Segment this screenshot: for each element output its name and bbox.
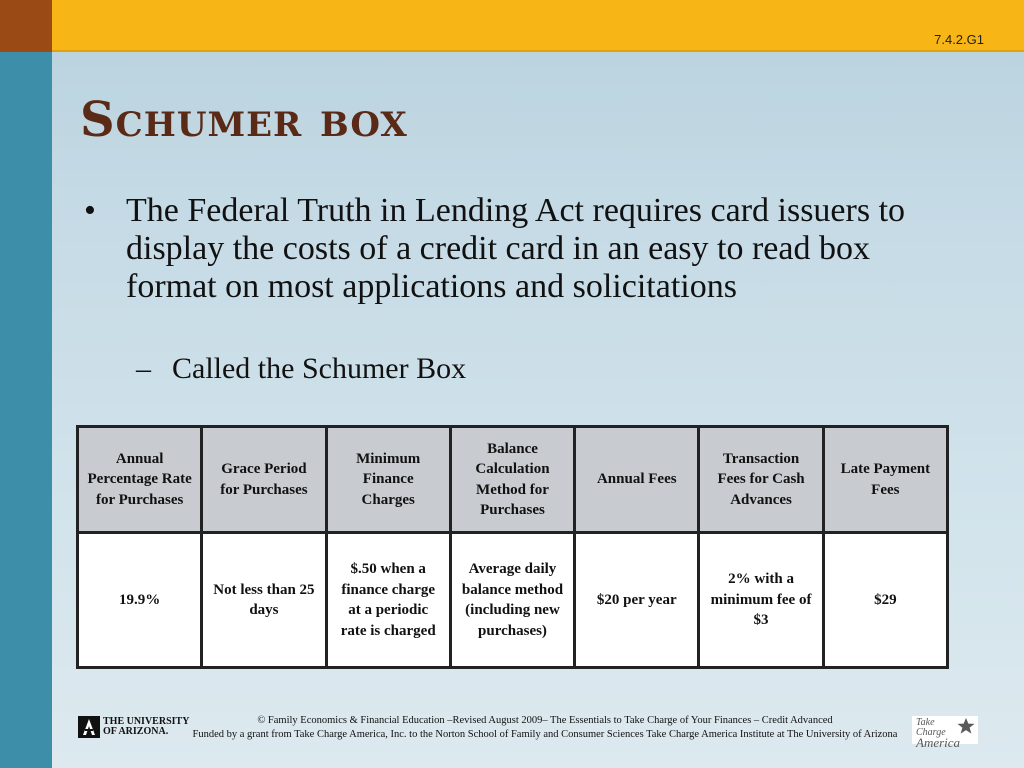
- take-charge-america-logo: [912, 716, 978, 750]
- table-row: [78, 533, 948, 668]
- slide-title: Schumer box: [80, 92, 408, 148]
- header-balance-calculation: Balance Calculation Method for Purchases: [450, 427, 574, 533]
- header-apr: Annual Percentage Rate for Purchases: [78, 427, 202, 533]
- footer-line-2: Funded by a grant from Take Charge America, Inc. to the Norton School of Family and Consumer Sciences Take Charge America Institute at The University of Arizona: [192, 729, 898, 740]
- left-banner: [0, 52, 52, 768]
- value-late-payment-fees: $29: [823, 533, 947, 668]
- header-late-payment-fees: Late Payment Fees: [823, 427, 947, 533]
- sub-bullet-text: Called the Schumer Box: [172, 352, 467, 385]
- sub-bullet-item: [136, 352, 466, 386]
- slide-id: 7.4.2.G1: [934, 32, 984, 47]
- bullet-text: The Federal Truth in Lending Act requires card issuers to display the costs of a credit card in an easy to read box format on most applications and solicitations: [126, 192, 906, 305]
- take-charge-line-3: America: [916, 735, 961, 750]
- header-transaction-fees: Transaction Fees for Cash Advances: [699, 427, 823, 533]
- dash-icon: –: [136, 352, 151, 385]
- star-icon: [957, 717, 975, 735]
- footer-line-1: © Family Economics & Financial Education –Revised August 2009– The Essentials to Take Charge of Your Finances – Credit Advanced: [257, 715, 833, 726]
- bullet-icon: •: [84, 192, 96, 229]
- header-annual-fees: Annual Fees: [575, 427, 699, 533]
- top-banner: [52, 0, 1024, 52]
- schumer-box-table: [76, 425, 949, 669]
- university-name: [103, 717, 189, 737]
- header-minimum-finance-charges: Minimum Finance Charges: [326, 427, 450, 533]
- header-grace-period: Grace Period for Purchases: [202, 427, 326, 533]
- value-annual-fees: $20 per year: [575, 533, 699, 668]
- take-charge-text: [916, 718, 960, 748]
- arizona-a-icon: [78, 716, 100, 738]
- corner-accent: [0, 0, 52, 52]
- take-charge-line-1: Take: [916, 717, 935, 728]
- bullet-item: [84, 192, 964, 306]
- university-line-1: THE UNIVERSITY: [103, 716, 190, 727]
- value-apr: 19.9%: [78, 533, 202, 668]
- value-minimum-finance-charges: $.50 when a finance charge at a periodic rate is charged: [326, 533, 450, 668]
- university-line-2: OF ARIZONA.: [103, 726, 169, 737]
- value-transaction-fees: 2% with a minimum fee of $3: [699, 533, 823, 668]
- table-header-row: [78, 427, 948, 533]
- university-of-arizona-logo: [78, 716, 189, 738]
- footer-credits: [180, 714, 910, 742]
- value-balance-calculation: Average daily balance method (including new purchases): [450, 533, 574, 668]
- take-charge-line-2: Charge: [916, 727, 946, 738]
- value-grace-period: Not less than 25 days: [202, 533, 326, 668]
